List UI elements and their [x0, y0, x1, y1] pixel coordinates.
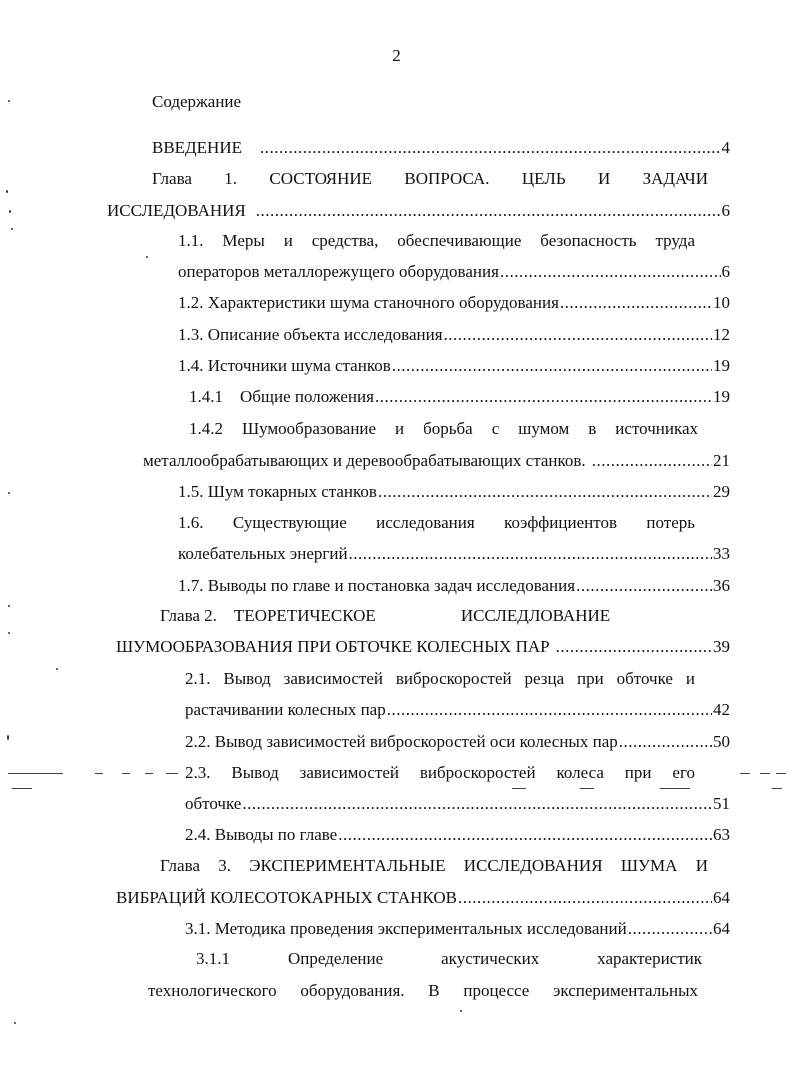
scan-dash	[776, 773, 786, 774]
toc-section-2-3-line1[interactable]: 2.3. Вывод зависимостей виброскоростей колеса при его	[185, 763, 695, 782]
entry-title: растачивании колесных пар	[185, 700, 386, 719]
entry-title: ИССЛЕДОВАНИЯ	[107, 201, 246, 220]
dot-leader	[560, 292, 712, 314]
dot-leader	[556, 636, 712, 658]
toc-section-1-5[interactable]	[178, 481, 730, 503]
scan-speck	[8, 605, 10, 607]
scan-speck	[6, 190, 8, 193]
entry-title: 3.1. Методика проведения экспериментальных исследований	[185, 919, 627, 938]
entry-page: 51	[713, 794, 730, 813]
dot-leader	[338, 824, 712, 846]
toc-section-2-1-line1[interactable]: 2.1. Вывод зависимостей виброскоростей резца при обточке и	[185, 669, 695, 688]
entry-title: 2.2. Вывод зависимостей виброскоростей оси колесных пар	[185, 732, 618, 751]
toc-section-1-3[interactable]	[178, 324, 730, 346]
entry-title: 1.7. Выводы по главе и постановка задач исследования	[178, 576, 576, 595]
toc-section-1-1-line2[interactable]	[178, 261, 730, 283]
dot-leader	[628, 918, 712, 940]
scan-dash	[166, 773, 178, 774]
toc-chapter-1-line1[interactable]: Глава 1. СОСТОЯНИЕ ВОПРОСА. ЦЕЛЬ И ЗАДАЧИ	[152, 169, 708, 188]
dot-leader	[387, 699, 712, 721]
entry-page: 19	[713, 387, 730, 406]
toc-section-2-3-line2[interactable]	[185, 793, 730, 815]
entry-page: 6	[721, 201, 730, 220]
dot-leader	[444, 324, 712, 346]
toc-section-1-4[interactable]	[178, 355, 730, 377]
scan-speck	[460, 1010, 462, 1012]
dot-leader	[242, 793, 712, 815]
entry-page: 36	[713, 576, 730, 595]
dot-leader	[349, 543, 712, 565]
entry-page: 50	[713, 732, 730, 751]
toc-section-3-1-1-line1[interactable]: 3.1.1 Определение акустических характеристик	[196, 949, 702, 968]
toc-chapter-2-line1[interactable]: Глава 2. ТЕОРЕТИЧЕСКОЕ ИССЛЕДЛОВАНИЕ	[160, 606, 611, 625]
scan-speck	[8, 492, 10, 494]
entry-page: 64	[713, 888, 730, 907]
toc-entry-introduction[interactable]	[152, 137, 730, 159]
entry-page: 33	[713, 544, 730, 563]
entry-title: металлообрабатывающих и деревообрабатывающих станков.	[143, 451, 586, 470]
entry-page: 64	[713, 919, 730, 938]
dot-leader	[392, 355, 712, 377]
entry-page: 42	[713, 700, 730, 719]
toc-section-1-6-line1[interactable]: 1.6. Существующие исследования коэффициентов потерь	[178, 513, 695, 532]
toc-section-2-2[interactable]	[185, 731, 730, 753]
entry-title: 1.3. Описание объекта исследования	[178, 325, 443, 344]
toc-chapter-3-line1[interactable]: Глава 3. ЭКСПЕРИМЕНТАЛЬНЫЕ ИССЛЕДОВАНИЯ ШУМА И	[160, 856, 708, 875]
toc-section-1-4-2-line1[interactable]: 1.4.2 Шумообразование и борьба с шумом в источниках	[189, 419, 698, 438]
dot-leader	[592, 450, 712, 472]
entry-page: 39	[713, 637, 730, 656]
toc-chapter-3-line2[interactable]	[116, 887, 730, 909]
entry-page: 21	[713, 451, 730, 470]
entry-title: колебательных энергий	[178, 544, 348, 563]
entry-title: обточке	[185, 794, 242, 813]
entry-page: 12	[713, 325, 730, 344]
scan-speck	[8, 100, 10, 102]
dot-leader	[619, 731, 712, 753]
entry-page: 29	[713, 482, 730, 501]
scan-dash	[772, 788, 782, 789]
entry-title: 2.4. Выводы по главе	[185, 825, 338, 844]
toc-section-3-1[interactable]	[185, 918, 730, 940]
entry-page: 10	[713, 293, 730, 312]
toc-chapter-1-line2[interactable]	[107, 200, 730, 222]
entry-title: 1.5. Шум токарных станков	[178, 482, 377, 501]
scan-speck	[8, 632, 10, 634]
entry-title: 1.4. Источники шума станков	[178, 356, 391, 375]
toc-section-1-1-line1[interactable]: 1.1. Меры и средства, обеспечивающие безопасность труда	[178, 231, 695, 250]
scan-dash	[12, 788, 32, 789]
entry-title: операторов металлорежущего оборудования	[178, 262, 499, 281]
toc-section-1-2[interactable]	[178, 292, 730, 314]
entry-page: 63	[713, 825, 730, 844]
entry-title: 1.2. Характеристики шума станочного оборудования	[178, 293, 559, 312]
entry-title: ВИБРАЦИЙ КОЛЕСОТОКАРНЫХ СТАНКОВ	[116, 888, 457, 907]
scan-dash	[95, 773, 103, 774]
scan-dash	[122, 773, 130, 774]
toc-section-1-7[interactable]	[178, 575, 730, 597]
scan-dash	[145, 773, 153, 774]
scan-dash	[660, 788, 690, 789]
scan-dash	[512, 788, 526, 789]
entry-page: 6	[721, 262, 730, 281]
dot-leader	[375, 386, 712, 408]
entry-title: 1.4.1 Общие положения	[189, 387, 374, 406]
entry-title: ШУМООБРАЗОВАНИЯ ПРИ ОБТОЧКЕ КОЛЕСНЫХ ПАР	[116, 637, 550, 656]
scan-speck	[7, 735, 9, 740]
scan-speck	[56, 668, 58, 670]
scan-dash	[760, 773, 770, 774]
entry-page: 4	[721, 138, 730, 157]
page-number: 2	[392, 46, 401, 65]
toc-section-1-4-2-line2[interactable]	[143, 450, 730, 472]
toc-heading: Содержание	[152, 92, 242, 111]
scan-speck	[146, 256, 148, 258]
toc-section-3-1-1-line2: технологического оборудования. В процессе экспериментальных	[148, 981, 698, 1000]
toc-section-1-4-1[interactable]	[189, 386, 730, 408]
dot-leader	[378, 481, 712, 503]
scan-dash	[8, 773, 63, 774]
toc-section-2-1-line2[interactable]	[185, 699, 730, 721]
dot-leader	[500, 261, 721, 283]
entry-title: ВВЕДЕНИЕ	[152, 138, 242, 157]
toc-section-2-4[interactable]	[185, 824, 730, 846]
dot-leader	[458, 887, 712, 909]
dot-leader	[576, 575, 712, 597]
scan-speck	[14, 1022, 16, 1024]
scan-dash	[740, 773, 750, 774]
entry-page: 19	[713, 356, 730, 375]
dot-leader	[260, 137, 721, 159]
scan-dash	[580, 788, 594, 789]
scan-speck	[9, 210, 11, 213]
toc-chapter-2-line2[interactable]	[116, 636, 730, 658]
scan-speck	[11, 228, 13, 230]
toc-section-1-6-line2[interactable]	[178, 543, 730, 565]
dot-leader	[256, 200, 721, 222]
